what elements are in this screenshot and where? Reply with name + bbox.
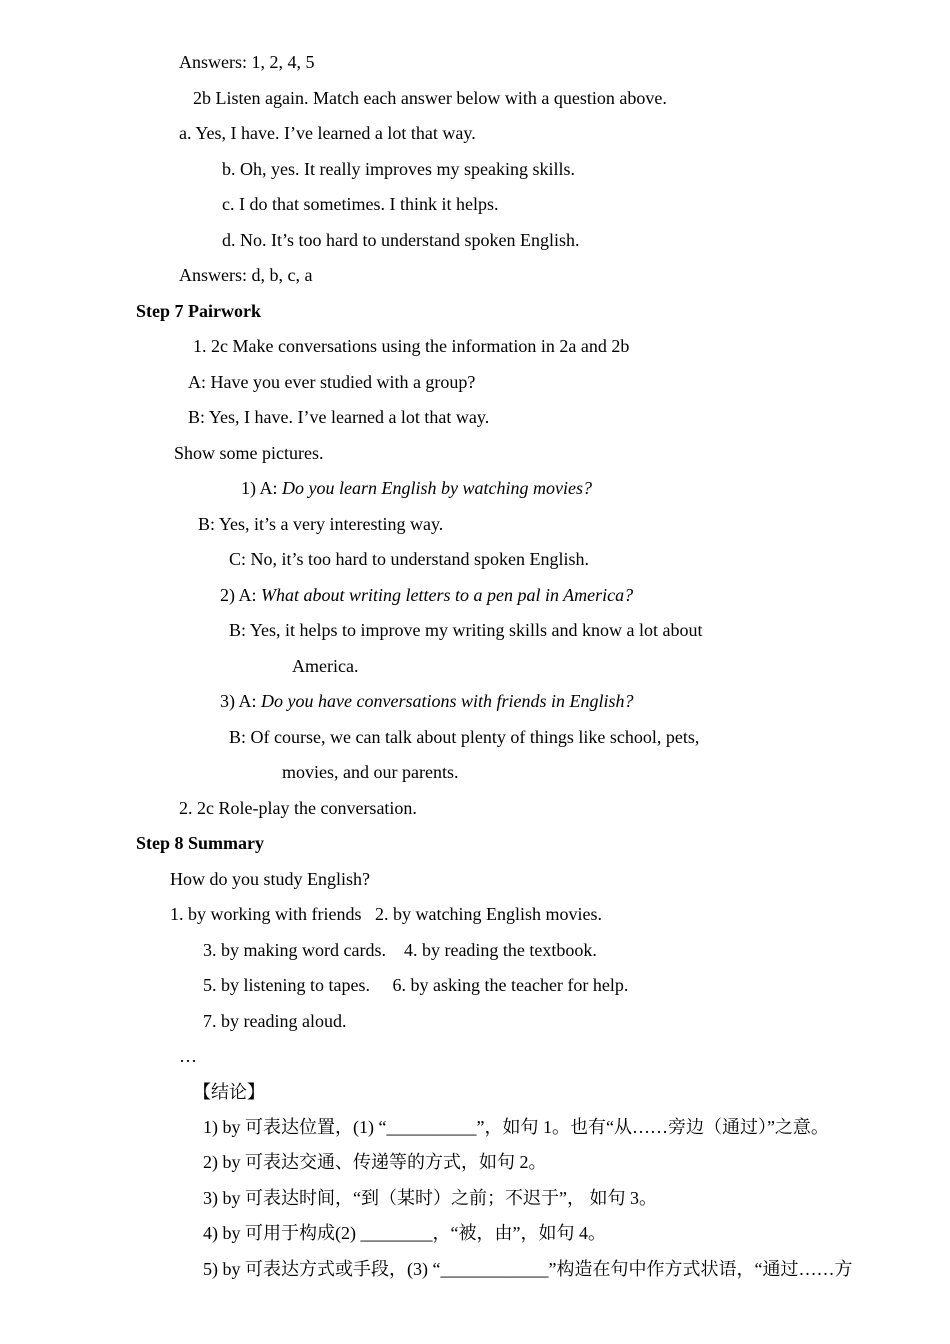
show-pictures: Show some pictures. [174, 443, 324, 463]
answer-b: b. Oh, yes. It really improves my speaking skills. [222, 159, 575, 179]
answer-c: c. I do that sometimes. I think it helps. [222, 194, 499, 214]
heading-step-7: Step 7 Pairwork [136, 301, 261, 321]
conclusion-item-4: 4) by 可用于构成(2) ________，“被，由”，如句 4。 [203, 1223, 606, 1243]
conclusion-item-1: 1) by 可表达位置，(1) “__________”，如句 1。也有“从……旁边（通过）”之意。 [203, 1117, 829, 1137]
heading-step-8: Step 8 Summary [136, 833, 265, 853]
roleplay-instruction: 2. 2c Role-play the conversation. [179, 798, 417, 818]
question-text: Do you have conversations with friends in English? [261, 691, 634, 711]
instruction-2b: 2b Listen again. Match each answer below with a question above. [193, 88, 667, 108]
picture-question-1 [241, 477, 592, 499]
conclusion-item-2: 2) by 可表达交通、传递等的方式，如句 2。 [203, 1152, 547, 1172]
instruction-2c: 1. 2c Make conversations using the information in 2a and 2b [193, 336, 630, 356]
answer-d: d. No. It’s too hard to understand spoken English. [222, 230, 580, 250]
question-prefix: 3) A: [220, 691, 262, 711]
dialogue-a: A: Have you ever studied with a group? [188, 372, 476, 392]
reply-b-1: B: Yes, it’s a very interesting way. [198, 514, 444, 534]
picture-question-3 [220, 690, 633, 712]
summary-items-5-6: 5. by listening to tapes. 6. by asking the teacher for help. [203, 975, 629, 995]
question-prefix: 2) A: [220, 585, 262, 605]
summary-item-7: 7. by reading aloud. [203, 1011, 347, 1031]
question-prefix: 1) A: [241, 478, 283, 498]
reply-c-1: C: No, it’s too hard to understand spoken English. [229, 549, 589, 569]
question-text: What about writing letters to a pen pal in America? [261, 585, 634, 605]
question-text: Do you learn English by watching movies? [282, 478, 592, 498]
reply-b-3-cont: movies, and our parents. [282, 762, 459, 782]
answers-line-2: Answers: d, b, c, a [179, 265, 313, 285]
conclusion-heading: 【结论】 [193, 1082, 265, 1102]
conclusion-item-5: 5) by 可表达方式或手段，(3) “____________”构造在句中作方式状语，“通过……方 [203, 1259, 853, 1279]
summary-items-3-4: 3. by making word cards. 4. by reading the textbook. [203, 940, 597, 960]
picture-question-2 [220, 584, 633, 606]
summary-items-1-2: 1. by working with friends 2. by watching English movies. [170, 904, 602, 924]
dialogue-b: B: Yes, I have. I’ve learned a lot that way. [188, 407, 490, 427]
reply-b-3: B: Of course, we can talk about plenty of things like school, pets, [229, 727, 700, 747]
answer-a: a. Yes, I have. I’ve learned a lot that way. [179, 123, 476, 143]
reply-b-2-cont: America. [292, 656, 359, 676]
summary-question: How do you study English? [170, 869, 370, 889]
answers-line-1: Answers: 1, 2, 4, 5 [179, 52, 315, 72]
conclusion-item-3: 3) by 可表达时间，“到（某时）之前；不迟于”， 如句 3。 [203, 1188, 657, 1208]
reply-b-2: B: Yes, it helps to improve my writing skills and know a lot about [229, 620, 703, 640]
ellipsis: … [179, 1046, 197, 1066]
